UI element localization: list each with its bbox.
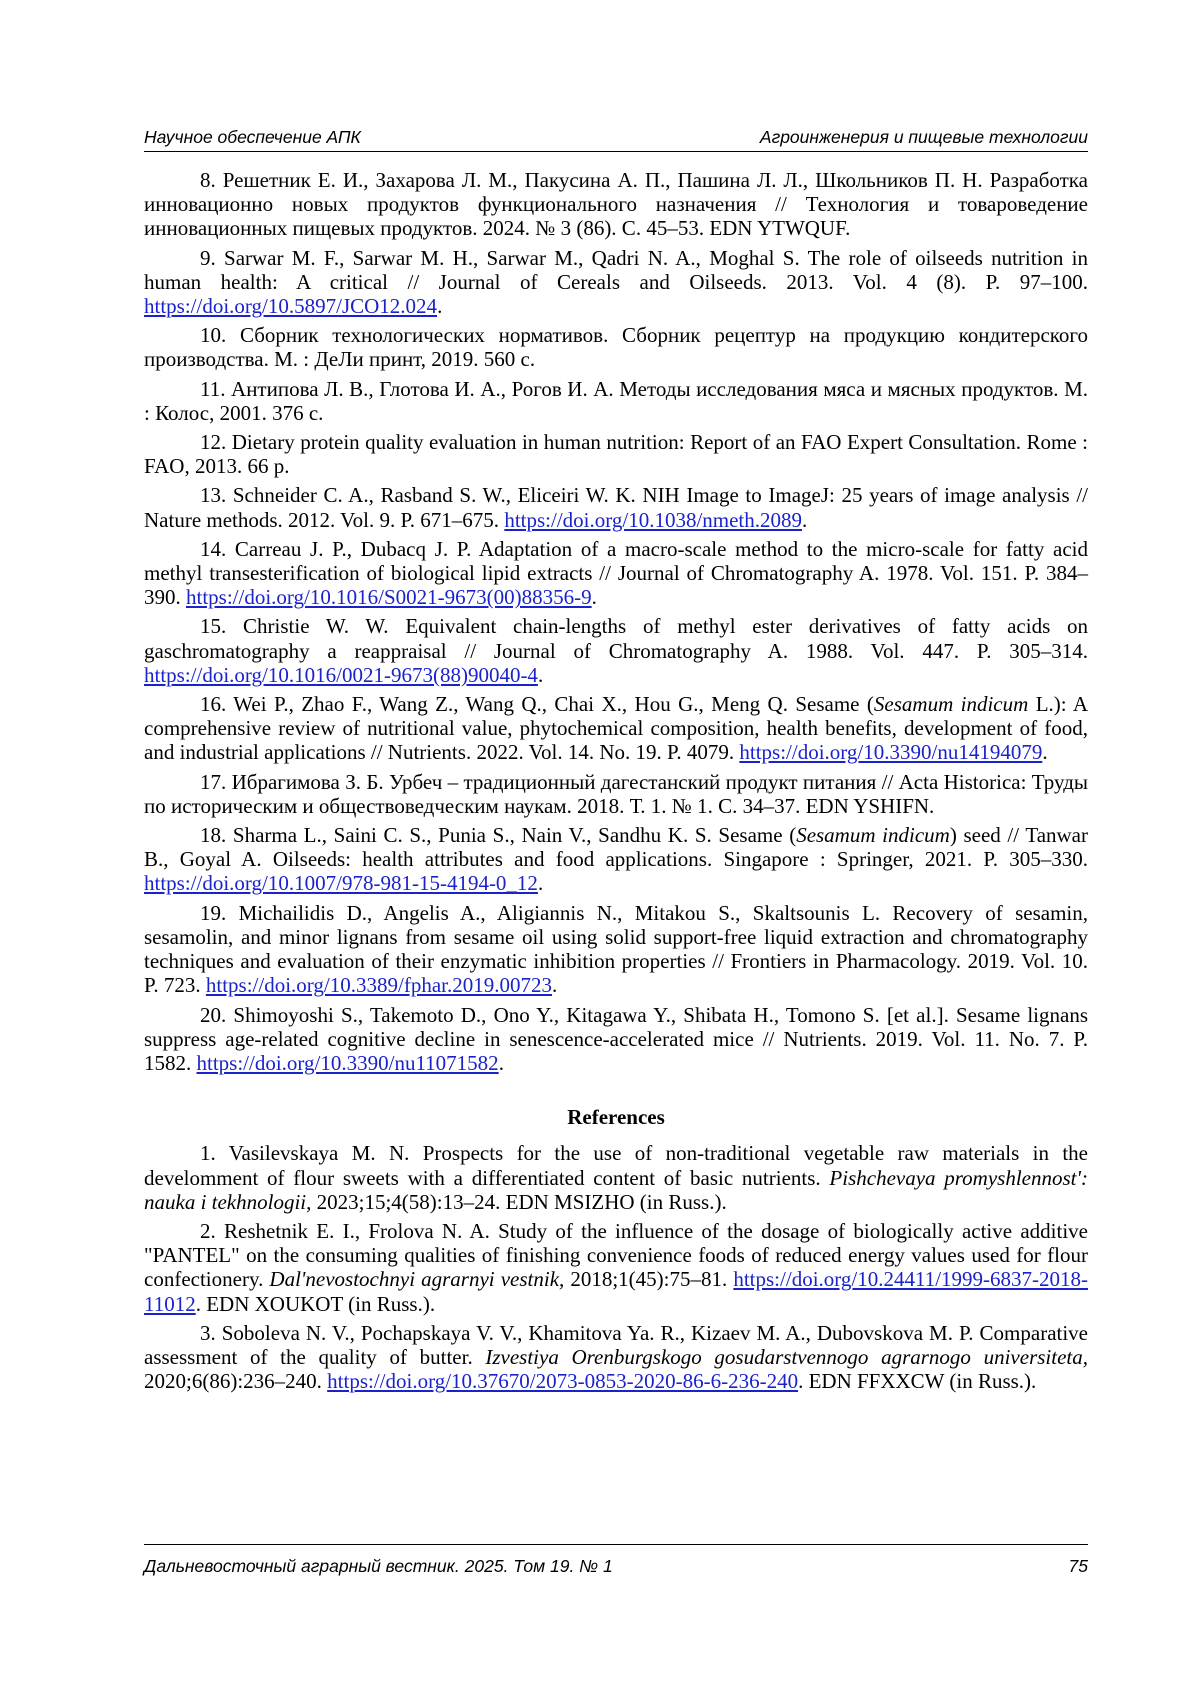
doi-link[interactable]: https://doi.org/10.1007/978-981-15-4194-0_12 <box>144 871 538 896</box>
footer-rule <box>144 1544 1088 1545</box>
reference-item: 19. Michailidis D., Angelis A., Aligiannis N., Mitakou S., Skaltsounis L. Recovery of sesamin, sesamolin, and minor lignans from sesame oil using solid support-free liquid extraction and chromatography techniques and evaluation of their enzymatic inhibition properties // Frontiers in Pharmacology. 2019. Vol. 10. P. 723. https://doi.org/10.3389/fphar.2019.00723. <box>144 900 1088 998</box>
reference-item: 17. Ибрагимова З. Б. Урбеч – традиционный дагестанский продукт питания // Acta Historica: Труды по историческим и обществоведческим наукам. 2018. Т. 1. № 1. С. 34–37. EDN YSHIFN. <box>144 769 1088 818</box>
references-heading: References <box>567 1105 665 1130</box>
doi-link[interactable]: https://doi.org/10.5897/JCO12.024 <box>144 294 438 319</box>
reference-item: 13. Schneider C. A., Rasband S. W., Eliceiri W. K. NIH Image to ImageJ: 25 years of image analysis // Nature methods. 2012. Vol. 9. P. 671–675. https://doi.org/10.1038/nmeth.2089. <box>144 483 1088 532</box>
reference-item: 10. Сборник технологических нормативов. Сборник рецептур на продукцию кондитерского производства. М. : ДеЛи принт, 2019. 560 с. <box>144 323 1088 372</box>
reference-item: 16. Wei P., Zhao F., Wang Z., Wang Q., Chai X., Hou G., Meng Q. Sesame (Sesamum indicum L.): A comprehensive review of nutritional value, phytochemical composition, health benefits, development of food, and industrial applications // Nutrients. 2022. Vol. 14. No. 19. P. 4079. https://doi.org/10.3390/nu14194079. <box>144 692 1089 765</box>
header-journal-section: Научное обеспечение АПК <box>144 127 361 147</box>
header-rule <box>144 151 1088 152</box>
doi-link[interactable]: https://doi.org/10.1016/0021-9673(88)90040-4 <box>144 662 538 687</box>
reference-item: 14. Carreau J. P., Dubacq J. P. Adaptation of a macro-scale method to the micro-scale for fatty acid methyl transesterification of biological lipid extracts // Journal of Chromatography A. 1978. Vol. 151. P. 384–390. https://doi.org/10.1016/S0021-9673(00)88356-9. <box>144 536 1088 610</box>
reference-item: 1. Vasilevskaya M. N. Prospects for the use of non-traditional vegetable raw materials in the develomment of flour sweets with a differentiated content of basic nutrients. Pishchevaya promyshlennost': nauka i tekhnologii, 2023;15;4(58):13–24. EDN MSIZHO (in Russ.). <box>144 1141 1088 1214</box>
reference-item: 20. Shimoyoshi S., Takemoto D., Ono Y., Kitagawa Y., Shibata H., Tomono S. [et al.]. Sesame lignans suppress age-related cognitive decline in senescence-accelerated mice // Nutrients. 2019. Vol. 11. No. 7. P. 1582. https://doi.org/10.3390/nu11071582. <box>144 1002 1088 1075</box>
reference-item: 18. Sharma L., Saini C. S., Punia S., Nain V., Sandhu K. S. Sesame (Sesamum indicum) seed // Tanwar B., Goyal A. Oilseeds: health attributes and food applications. Singapore : Springer, 2021. P. 305–330. https://doi.org/10.1007/978-981-15-4194-0_12. <box>144 823 1088 896</box>
doi-link[interactable]: https://doi.org/10.1016/S0021-9673(00)88356-9 <box>186 585 592 610</box>
reference-item: 9. Sarwar M. F., Sarwar M. H., Sarwar M., Qadri N. A., Moghal S. The role of oilseeds nutrition in human health: A critical // Journal of Cereals and Oilseeds. 2013. Vol. 4 (8). P. 97–100. https://doi.org/10.5897/JCO12.024. <box>144 245 1088 319</box>
header-subject: Агроинженерия и пищевые технологии <box>759 127 1088 147</box>
page-number: 75 <box>1068 1556 1088 1576</box>
footer-journal-issue: Дальневосточный аграрный вестник. 2025. Том 19. № 1 <box>144 1556 613 1576</box>
reference-item: 2. Reshetnik E. I., Frolova N. A. Study of the influence of the dosage of biologically active additive "PANTEL" on the consuming qualities of finishing convenience foods of reduced energy values used for flour confectionery. Dal'nevostochnyi agrarnyi vestnik, 2018;1(45):75–81. https://doi.org/10.24411/1999-6837-2018-11012. EDN XOUKOT (in Russ.). <box>144 1218 1089 1316</box>
article-body <box>144 168 1088 1398</box>
doi-link[interactable]: https://doi.org/10.1038/nmeth.2089 <box>504 507 803 532</box>
doi-link[interactable]: https://doi.org/10.37670/2073-0853-2020-86-6-236-240 <box>327 1369 799 1394</box>
reference-item: 11. Антипова Л. В., Глотова И. А., Рогов И. А. Методы исследования мяса и мясных продуктов. М. : Колос, 2001. 376 с. <box>144 376 1088 425</box>
running-footer <box>144 1556 1088 1582</box>
running-header <box>144 124 1088 150</box>
doi-link[interactable]: https://doi.org/10.3390/nu11071582 <box>196 1050 499 1075</box>
doi-link[interactable]: https://doi.org/10.3390/nu14194079 <box>739 740 1043 765</box>
reference-list-english <box>144 1141 1088 1393</box>
reference-item: 12. Dietary protein quality evaluation in human nutrition: Report of an FAO Expert Consultation. Rome : FAO, 2013. 66 p. <box>144 430 1088 479</box>
reference-item: 3. Soboleva N. V., Pochapskaya V. V., Khamitova Ya. R., Kizaev M. A., Dubovskova M. P. Comparative assessment of the quality of butter. Izvestiya Orenburgskogo gosudarstvennogo agrarnogo universiteta, 2020;6(86):236–240. https://doi.org/10.37670/2073-0853-2020-86-6-236-240. EDN FFXXCW (in Russ.). <box>144 1320 1088 1394</box>
reference-list-russian <box>144 168 1088 1075</box>
doi-link[interactable]: https://doi.org/10.3389/fphar.2019.00723 <box>205 973 552 998</box>
doi-link[interactable]: https://doi.org/10.24411/1999-6837-2018-11012 <box>144 1267 1089 1316</box>
reference-item: 8. Решетник Е. И., Захарова Л. М., Пакусина А. П., Пашина Л. Л., Школьников П. Н. Разработка инновационно новых продуктов функционального назначения // Технология и товароведение инновационных пищевых продуктов. 2024. № 3 (86). С. 45–53. EDN YTWQUF. <box>144 168 1088 241</box>
reference-item: 15. Christie W. W. Equivalent chain-lengths of methyl ester derivatives of fatty acids on gaschromatography a reappraisal // Journal of Chromatography A. 1988. Vol. 447. P. 305–314. https://doi.org/10.1016/0021-9673(88)90040-4. <box>144 614 1088 687</box>
